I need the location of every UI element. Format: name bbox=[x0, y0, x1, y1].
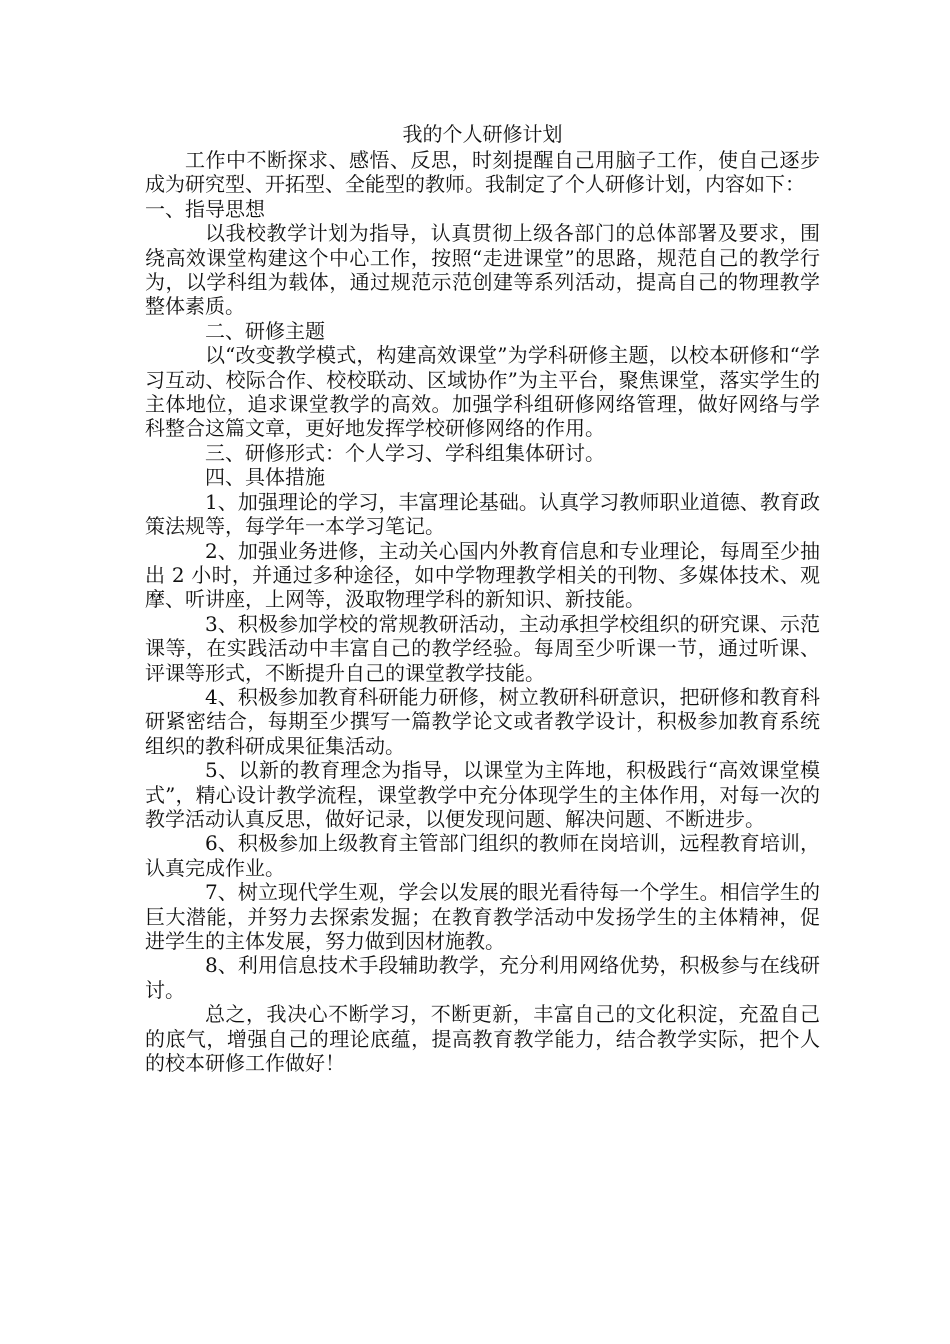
measure-item: 8、利用信息技术手段辅助教学，充分利用网络优势，积极参与在线研讨。 bbox=[145, 953, 820, 1002]
section-heading-guiding-thought: 一、指导思想 bbox=[145, 196, 265, 221]
document-page bbox=[145, 120, 820, 1075]
conclusion-paragraph: 总之，我决心不断学习，不断更新，丰富自己的文化积淀，充盈自己的底气，增强自己的理论底蕴，提高教育教学能力，结合教学实际，把个人的校本研修工作做好！ bbox=[145, 1002, 820, 1076]
measure-item: 1、加强理论的学习，丰富理论基础。认真学习教师职业道德、教育政策法规等，每学年一本学习笔记。 bbox=[145, 489, 820, 539]
section-body-research-theme: 以“改变教学模式，构建高效课堂”为学科研修主题，以校本研修和“学习互动、校际合作、校校联动、区域协作”为主平台，聚焦课堂，落实学生的主体地位，追求课堂教学的高效。加强学科组研修网络管理，做好网络与学科整合这篇文章，更好地发挥学校研修网络的作用。 bbox=[145, 343, 820, 441]
section-body-guiding-thought: 以我校教学计划为指导，认真贯彻上级各部门的总体部署及要求，围绕高效课堂构建这个中心工作，按照“走进课堂”的思路，规范自己的教学行为，以学科组为载体，通过规范示范创建等系列活动，提高自己的物理教学整体素质。 bbox=[145, 221, 820, 319]
document-title: 我的个人研修计划 bbox=[402, 122, 563, 146]
section-heading-measures: 四、具体措施 bbox=[205, 465, 325, 490]
section-heading-research-form: 三、研修形式：个人学习、学科组集体研讨。 bbox=[205, 440, 605, 465]
intro-paragraph: 工作中不断探求、感悟、反思，时刻提醒自己用脑子工作，使自己逐步成为研究型、开拓型、全能型的教师。我制定了个人研修计划，内容如下： bbox=[145, 148, 820, 197]
measure-item: 5、以新的教育理念为指导，以课堂为主阵地，积极践行“高效课堂模式”，精心设计教学流程，课堂教学中充分体现学生的主体作用，对每一次的教学活动认真反思，做好记录，以便发现问题、解决问题、不断进步。 bbox=[145, 758, 820, 831]
measure-item: 7、树立现代学生观，学会以发展的眼光看待每一个学生。相信学生的巨大潜能，并努力去探索发掘；在教育教学活动中发扬学生的主体精神，促进学生的主体发展，努力做到因材施教。 bbox=[145, 880, 820, 953]
measure-item: 3、积极参加学校的常规教研活动，主动承担学校组织的研究课、示范课等，在实践活动中丰富自己的教学经验。每周至少听课一节，通过听课、评课等形式，不断提升自己的课堂教学技能。 bbox=[145, 611, 820, 685]
measure-item: 2、加强业务进修，主动关心国内外教育信息和专业理论，每周至少抽出 2 小时，并通过多种途径，如中学物理教学相关的刊物、多媒体技术、观摩、听讲座，上网等，汲取物理学科的新知识、新技能。 bbox=[145, 538, 820, 612]
section-heading-research-theme: 二、研修主题 bbox=[205, 318, 325, 343]
measure-item: 4、积极参加教育科研能力研修，树立教研科研意识，把研修和教育科研紧密结合，每期至少撰写一篇教学论文或者教学设计，积极参加教育系统组织的教科研成果征集活动。 bbox=[145, 684, 820, 758]
measure-item: 6、积极参加上级教育主管部门组织的教师在岗培训，远程教育培训，认真完成作业。 bbox=[145, 831, 820, 880]
